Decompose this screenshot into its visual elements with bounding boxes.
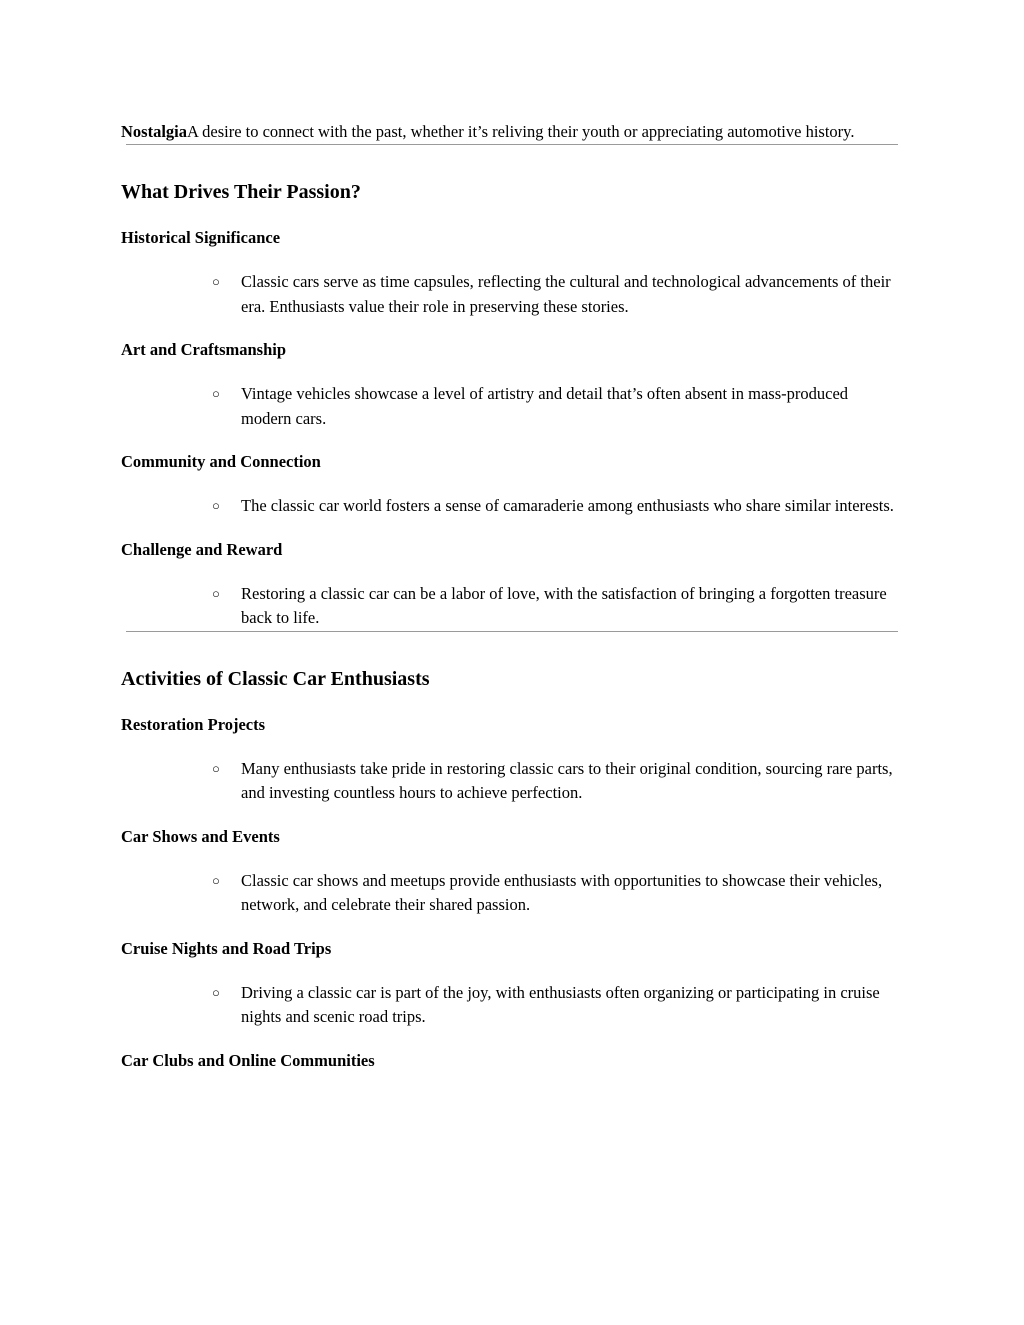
list-item-text: The classic car world fosters a sense of camaraderie among enthusiasts who share similar interests.: [241, 496, 894, 515]
list-item-text: Driving a classic car is part of the joy, with enthusiasts often organizing or participating in cruise nights and scenic road trips.: [241, 982, 880, 1026]
hollow-circle-bullet-icon: ○: [212, 760, 220, 776]
bullet-list: [121, 494, 898, 519]
hollow-circle-bullet-icon: ○: [212, 585, 220, 601]
bullet-list: [121, 757, 898, 806]
bullet-list: [121, 382, 898, 431]
topic-heading: Cruise Nights and Road Trips: [121, 938, 332, 958]
topic-heading: Car Shows and Events: [121, 826, 280, 846]
hollow-circle-bullet-icon: ○: [212, 984, 220, 1000]
list-item: [212, 494, 898, 519]
bullet-list: [121, 981, 898, 1030]
hollow-circle-bullet-icon: ○: [212, 872, 220, 888]
topic-cruise-nights-and-road-trips: [121, 937, 898, 1030]
bullet-list: [121, 582, 898, 631]
bullet-list: [121, 869, 898, 918]
intro-text: A desire to connect with the past, whether it’s reliving their youth or appreciating automotive history.: [187, 122, 855, 141]
hollow-circle-bullet-icon: ○: [212, 274, 220, 289]
topic-community-and-connection: [121, 450, 898, 519]
topic-heading: Community and Connection: [121, 452, 321, 471]
topic-art-and-craftsmanship: [121, 338, 898, 431]
list-item-text: Many enthusiasts take pride in restoring classic cars to their original condition, sourcing rare parts, and investing countless hours to achieve perfection.: [241, 758, 893, 802]
topic-heading: Restoration Projects: [121, 714, 266, 734]
list-item-text: Restoring a classic car can be a labor of love, with the satisfaction of bringing a forgotten treasure back to life.: [241, 583, 887, 627]
section-title: What Drives Their Passion?: [121, 181, 361, 203]
list-item: [212, 981, 898, 1030]
list-item: [212, 757, 898, 806]
list-item-text: Vintage vehicles showcase a level of artistry and detail that’s often absent in mass-produced modern cars.: [241, 384, 849, 428]
intro-term: Nostalgia: [121, 122, 187, 141]
topic-car-clubs-and-online-communities: [121, 1049, 898, 1073]
topic-heading: Car Clubs and Online Communities: [121, 1050, 375, 1070]
topic-car-shows-and-events: [121, 825, 898, 918]
list-item: [212, 270, 898, 319]
topic-heading: Challenge and Reward: [121, 539, 283, 559]
horizontal-divider: [126, 144, 898, 145]
section-title: Activities of Classic Car Enthusiasts: [121, 667, 430, 690]
list-item: [212, 582, 898, 631]
list-item: [212, 869, 898, 918]
intro-paragraph: [121, 119, 898, 144]
list-item-text: Classic cars serve as time capsules, reflecting the cultural and technological advancements of their era. Enthusiasts value their role in preserving these stories.: [241, 272, 891, 316]
topic-historical-significance: [121, 226, 898, 319]
topic-heading: Historical Significance: [121, 228, 281, 247]
list-item-text: Classic car shows and meetups provide enthusiasts with opportunities to showcase their vehicles, network, and celebrate their shared passion.: [241, 870, 883, 914]
section-what-drives-passion: [121, 178, 898, 631]
bullet-list: [121, 270, 898, 319]
hollow-circle-bullet-icon: ○: [212, 498, 220, 513]
hollow-circle-bullet-icon: ○: [212, 386, 220, 401]
topic-restoration-projects: [121, 713, 898, 806]
topic-heading: Art and Craftsmanship: [121, 340, 287, 359]
list-item: [212, 382, 898, 431]
section-activities: [121, 665, 898, 1073]
topic-challenge-and-reward: [121, 538, 898, 631]
horizontal-divider: [126, 631, 898, 632]
